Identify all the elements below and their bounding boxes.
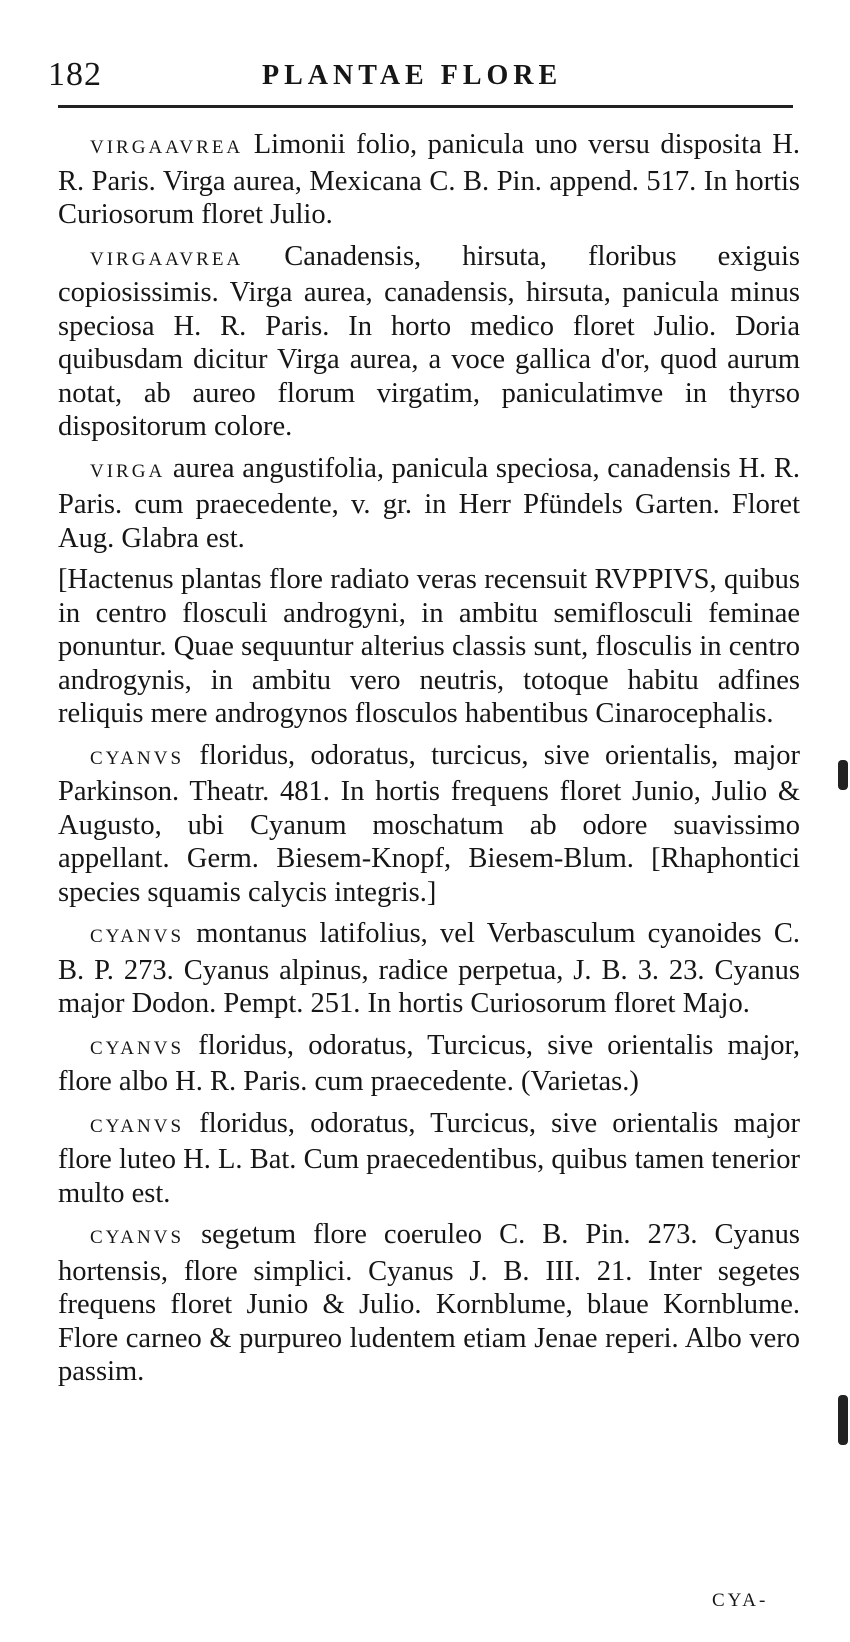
catchword: CYA-	[712, 1590, 769, 1611]
entry-lemma: CYANVS	[90, 926, 185, 947]
entry-cyanus-flore-luteo	[58, 1107, 800, 1211]
entry-lemma: CYANVS	[90, 747, 185, 769]
entry-virgaaurea-limonii	[58, 128, 800, 232]
header-rule	[58, 105, 793, 108]
running-title: PLANTAE FLORE	[262, 60, 563, 91]
entry-text: floridus, odoratus, Turcicus, sive orientalis major, flore albo H. R. Paris. cum praecedente. (Varietas.)	[58, 1029, 800, 1097]
entry-cyanus-flore-albo	[58, 1029, 800, 1099]
entry-text: Canadensis, hirsuta, floribus exiguis copiosissimis. Virga aurea, canadensis, hirsuta, panicula minus speciosa H. R. Paris. In horto medico floret Julio. Doria quibusdam dicitur Virga aurea, a voce gallica d'or, quod aurum notat, ab aureo florum virgatim, paniculatimve in thyrso dispositorum colore.	[58, 240, 800, 442]
editorial-note	[58, 563, 800, 731]
entry-text: Limonii folio, panicula uno versu disposita H. R. Paris. Virga aurea, Mexicana C. B. Pin. append. 517. In hortis Curiosorum floret Julio.	[58, 129, 800, 230]
note-text: [Hactenus plantas flore radiato veras recensuit RVPPIVS, quibus in centro flosculi androgyni, in ambitu semiflosculi feminae ponuntur. Quae sequuntur alterius classis sunt, flosculis in centro androgynis, in ambitu vero neutris, totoque habitu adfines reliquis mere androgynos flosculos habentibus Cinarocephalis.	[58, 564, 800, 729]
entry-cyanus-segetum	[58, 1218, 800, 1389]
entry-lemma: VIRGAAVREA	[90, 248, 244, 270]
entry-text: segetum flore coeruleo C. B. Pin. 273. Cyanus hortensis, flore simplici. Cyanus J. B. III. 21. Inter segetes frequens floret Junio & Julio. Kornblume, blaue Kornblume. Flore carneo & purpureo ludentem etiam Jenae reperi. Albo vero passim.	[58, 1219, 801, 1387]
entry-text: aurea angustifolia, panicula speciosa, canadensis H. R. Paris. cum praecedente, v. gr. in Herr Pfündels Garten. Floret Aug. Glabra est.	[58, 452, 801, 554]
entry-lemma: CYANVS	[90, 1227, 185, 1248]
entry-lemma: VIRGAAVREA	[90, 137, 244, 158]
page-edge-mark	[838, 1395, 848, 1445]
entry-virga-angustifolia	[58, 452, 800, 556]
entry-virgaaurea-canadensis	[58, 240, 800, 444]
entry-lemma: VIRGA	[90, 460, 166, 482]
entry-cyanus-floridus	[58, 739, 800, 910]
page-header	[48, 56, 788, 96]
page-number: 182	[48, 56, 102, 93]
page-body	[58, 128, 800, 1397]
entry-text: floridus, odoratus, turcicus, sive orientalis, major Parkinson. Theatr. 481. In hortis frequens floret Junio, Julio & Augusto, ubi Cyanum moschatum ab odore suavissimo appellant. Germ. Biesem-Knopf, Biesem-Blum. [Rhaphontici species squamis calycis integris.]	[58, 739, 801, 908]
entry-lemma: CYANVS	[90, 1037, 185, 1059]
entry-lemma: CYANVS	[90, 1115, 185, 1137]
entry-text: montanus latifolius, vel Verbasculum cyanoides C. B. P. 273. Cyanus alpinus, radice perpetua, J. B. 3. 23. Cyanus major Dodon. Pempt. 251. In hortis Curiosorum floret Majo.	[58, 918, 800, 1019]
page-edge-mark	[838, 760, 848, 790]
entry-cyanus-montanus	[58, 917, 800, 1021]
entry-text: floridus, odoratus, Turcicus, sive orientalis major flore luteo H. L. Bat. Cum praecedentibus, quibus tamen tenerior multo est.	[58, 1107, 800, 1209]
